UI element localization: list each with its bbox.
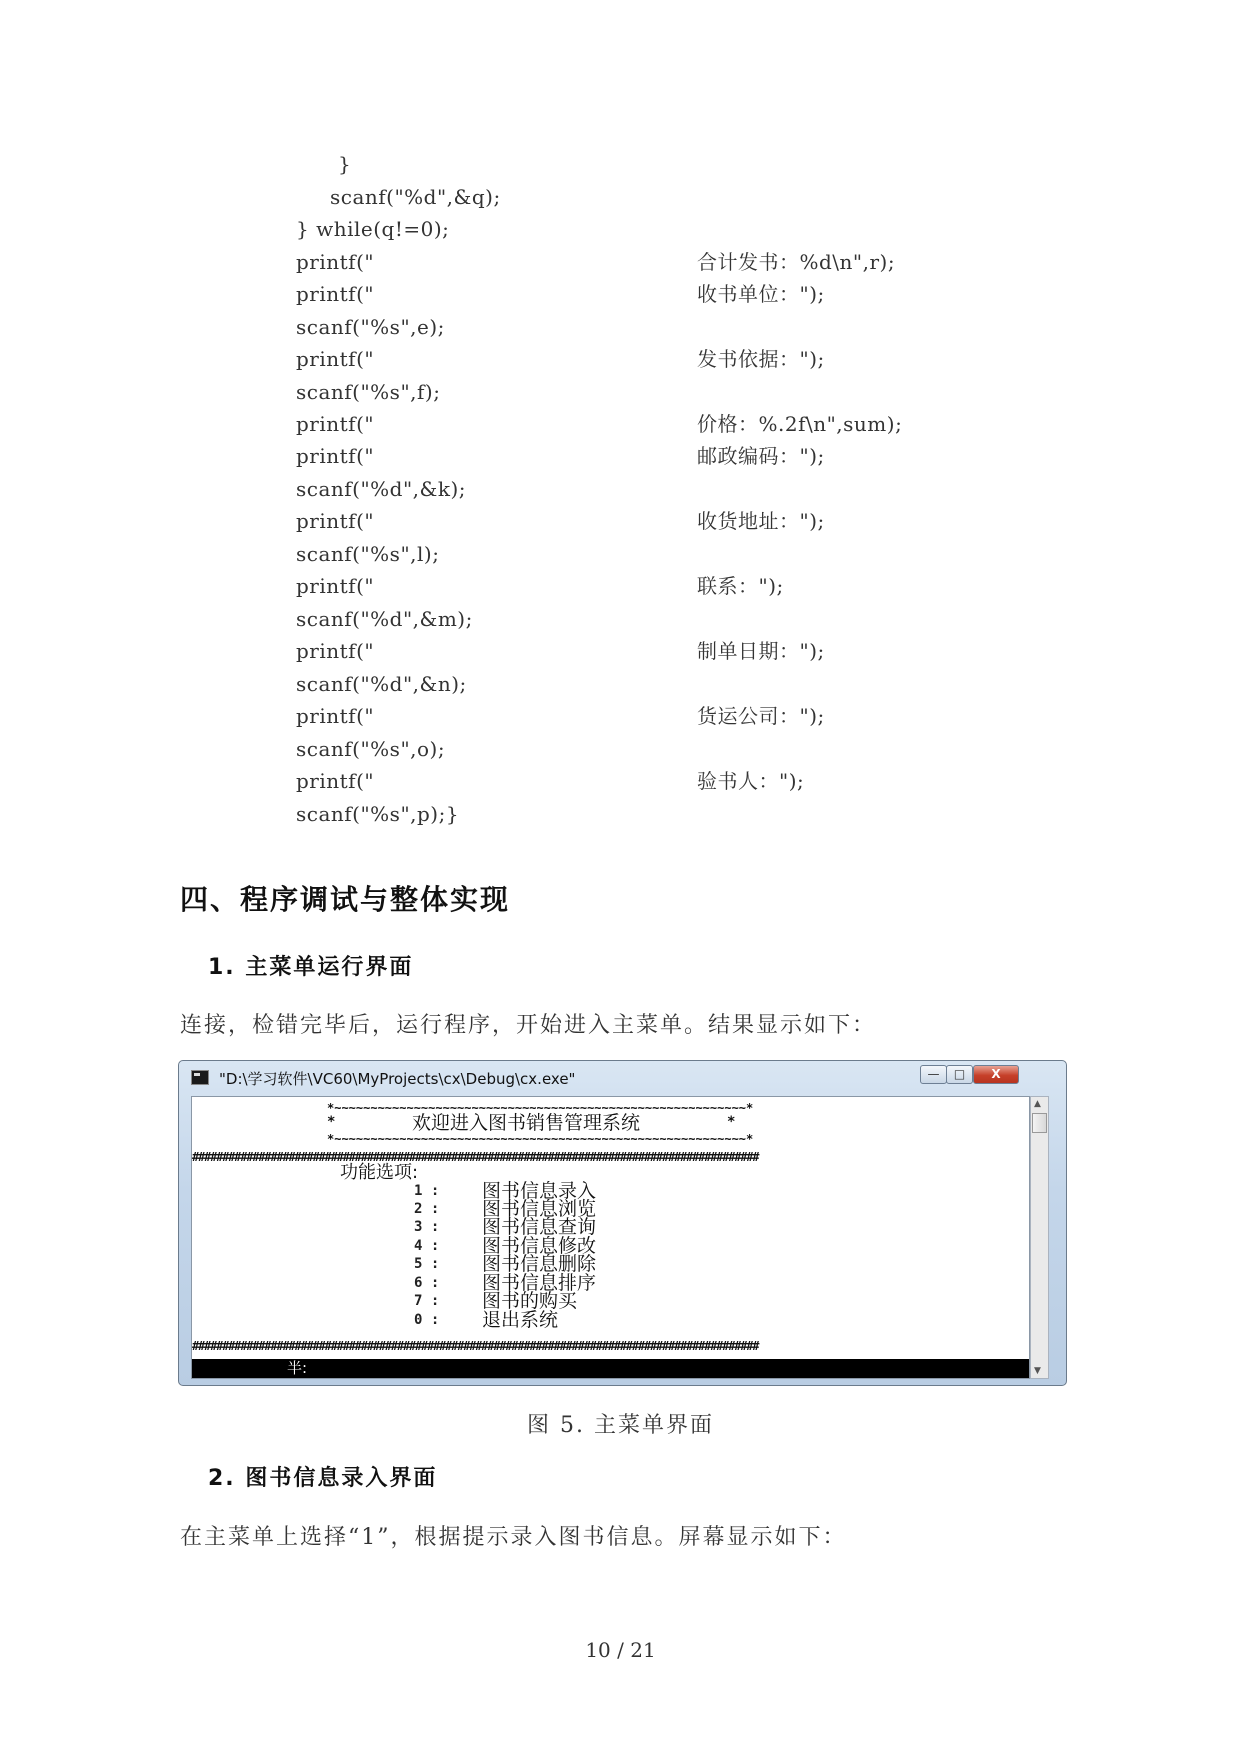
console-border-left-star: * [327,1114,336,1130]
menu-item-text: 图书信息录入 [482,1180,597,1202]
console-app-icon [191,1070,209,1085]
console-border-bottom: *~~~~~~~~~~~~~~~~~~~~~~~~~~~~~~~~~~~~~~~~~~~~~~~~~~~~~~~~~* [327,1132,754,1146]
code-line-string: 邮政编码："); [697,444,825,468]
subsection-heading-2: 2. 图书信息录入界面 [208,1466,438,1491]
code-line: scanf("%s",o); [296,737,446,761]
paragraph-1: 连接，检错完毕后，运行程序，开始进入主菜单。结果显示如下： [180,1013,877,1038]
menu-item-text: 图书的购买 [482,1290,578,1312]
code-line: scanf("%s",e); [296,315,445,339]
code-line: scanf("%s",p);} [296,802,460,826]
menu-item-text: 图书信息删除 [482,1253,597,1275]
code-line-string: 验书人："); [697,769,805,793]
code-line: } [338,152,352,176]
paragraph-2: 在主菜单上选择“1”，根据提示录入图书信息。屏幕显示如下： [180,1525,847,1550]
console-border-right-star: * [727,1114,736,1130]
console-output [191,1096,1030,1379]
code-line-string: 收货地址："); [697,509,825,533]
code-line: printf(" [296,769,375,793]
code-line: printf(" [296,250,375,274]
code-line: printf(" [296,574,375,598]
menu-item-text: 图书信息浏览 [482,1198,597,1220]
code-line: scanf("%s",f); [296,380,441,404]
menu-number: 6 : [414,1275,440,1291]
code-line-string: 货运公司："); [697,704,825,728]
console-welcome: 欢迎进入图书销售管理系统 [412,1112,641,1134]
code-line: scanf("%d",&n); [296,672,467,696]
code-line: printf(" [296,704,375,728]
code-line: } while(q!=0); [296,217,450,241]
figure-caption: 图 5. 主菜单界面 [527,1413,714,1438]
code-line: scanf("%d",&m); [296,607,473,631]
console-hash-line-top: ############################################################################################## [192,1150,759,1164]
code-line: printf(" [296,412,375,436]
code-line: scanf("%d",&k); [296,477,466,501]
menu-number: 0 : [414,1312,440,1328]
console-input-line[interactable] [192,1359,1029,1378]
code-line: scanf("%d",&q); [330,185,501,209]
menu-item-text: 退出系统 [482,1309,559,1331]
console-window [178,1060,1067,1386]
maximize-button[interactable]: □ [946,1065,973,1084]
console-border-top: *~~~~~~~~~~~~~~~~~~~~~~~~~~~~~~~~~~~~~~~~~~~~~~~~~~~~~~~~~* [327,1101,754,1115]
menu-item-text: 图书信息查询 [482,1216,597,1238]
close-button[interactable]: X [973,1065,1019,1084]
menu-number: 5 : [414,1256,440,1272]
code-line-string: 制单日期："); [697,639,825,663]
code-line-string: 合计发书：%d\n",r); [697,250,896,274]
code-line-string: 收书单位："); [697,282,825,306]
window-titlebar[interactable] [179,1061,1066,1093]
code-line: printf(" [296,347,375,371]
console-hash-line-bottom: ############################################################################################## [192,1339,759,1353]
menu-item-text: 图书信息修改 [482,1235,597,1257]
code-line: printf(" [296,509,375,533]
scroll-thumb[interactable] [1032,1113,1047,1133]
menu-number: 2 : [414,1201,440,1217]
page-number: 10 / 21 [585,1638,656,1662]
vertical-scrollbar[interactable] [1030,1096,1049,1379]
scroll-up-arrow-icon[interactable]: ▲ [1034,1099,1041,1109]
minimize-button[interactable]: — [920,1065,947,1084]
menu-number: 7 : [414,1293,440,1309]
code-line: printf(" [296,282,375,306]
code-line-string: 发书依据："); [697,347,825,371]
code-line: printf(" [296,444,375,468]
menu-item-text: 图书信息排序 [482,1272,597,1294]
menu-number: 4 : [414,1238,440,1254]
scroll-down-arrow-icon[interactable]: ▼ [1034,1366,1041,1376]
menu-number: 3 : [414,1219,440,1235]
code-line-string: 价格：%.2f\n",sum); [697,412,903,436]
window-title: "D:\学习软件\VC60\MyProjects\cx\Debug\cx.exe" [219,1070,576,1088]
console-prompt: 半: [287,1359,308,1377]
subsection-heading-1: 1. 主菜单运行界面 [208,955,414,980]
section-heading: 四、程序调试与整体实现 [180,883,511,916]
code-line: printf(" [296,639,375,663]
console-options-label: 功能选项: [340,1162,419,1183]
code-line: scanf("%s",l); [296,542,440,566]
code-line-string: 联系："); [697,574,784,598]
menu-number: 1 : [414,1183,440,1199]
